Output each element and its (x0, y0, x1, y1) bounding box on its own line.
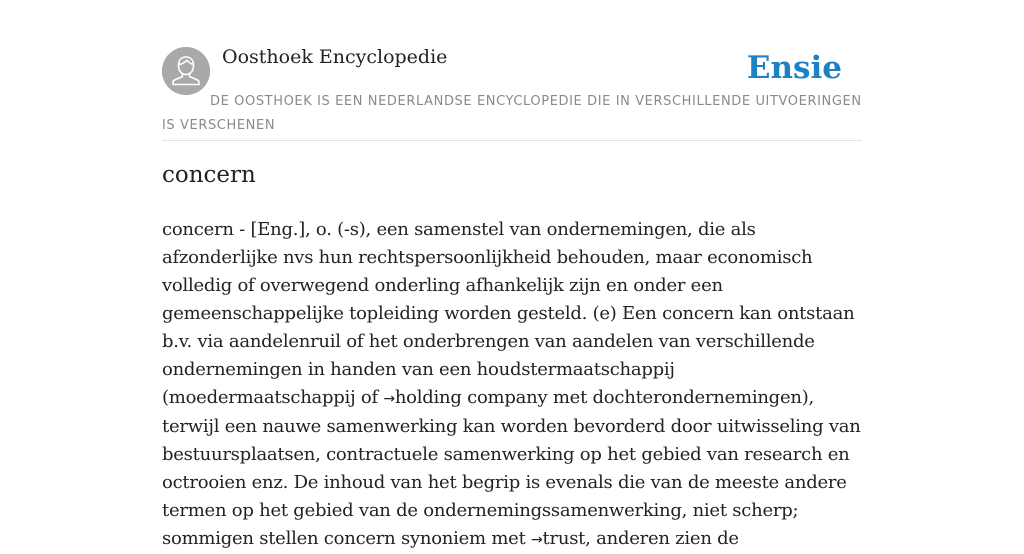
link-holding-company-label: holding company (394, 387, 548, 408)
entry-text-part-2: met dochterondernemingen), terwijl een nauwe samenwerking kan worden bevorderd door uitwisseling van bestuursplaatsen, contractuele samenwerking op het gebied van research en octrooien enz. De inhoud van het begrip is evenals die van de meeste andere termen op het gebied van de ondernemingssamenwerking, niet scherp; sommigen stellen concern synoniem met (162, 387, 861, 549)
link-holding-company[interactable] (383, 387, 547, 408)
link-trust[interactable] (531, 528, 585, 549)
entry-text-part-1: concern - [Eng.], o. (-s), een samenstel van ondernemingen, die als afzonderlijke nvs hun rechtspersoonlijkheid behouden, maar economisch volledig of overwegend onderling afhankelijk zijn en onder een gemeenschappelijke topleiding worden gesteld. (e) Een concern kan ontstaan b.v. via aandelenruil of het onderbrengen van aandelen van verschillende ondernemingen in handen van een houdstermaatschappij (moedermaatschappij of (162, 219, 855, 408)
entry-title: concern (162, 162, 256, 188)
arrow-right-icon: → (383, 391, 395, 407)
link-trust-label: trust (542, 528, 586, 549)
site-tagline: DE OOSTHOEK IS EEN NEDERLANDSE ENCYCLOPEDIE DIE IN VERSCHILLENDE UITVOERINGEN IS VERSCHENEN (162, 94, 862, 133)
site-title[interactable]: Oosthoek Encyclopedie (222, 46, 448, 68)
brand-logo[interactable]: Ensie (746, 50, 842, 86)
user-icon[interactable] (162, 47, 210, 95)
site-header (162, 44, 862, 141)
entry-text-part-3: , anderen zien de (585, 528, 739, 549)
entry-body (162, 216, 862, 554)
arrow-right-icon: → (531, 532, 543, 548)
